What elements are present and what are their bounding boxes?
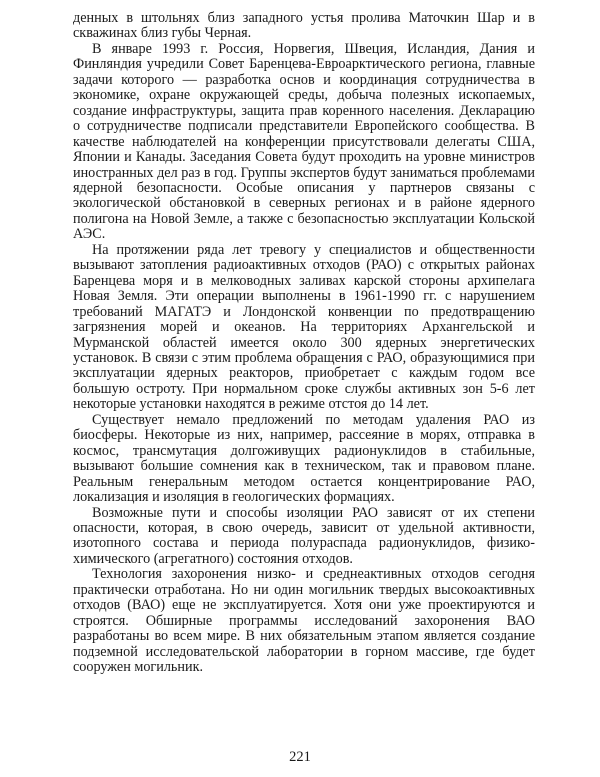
paragraph-burial-technology: Технология захоронения низко- и среднеактивных отходов сегодня практически отработана. Но ни один могильник твердых высокоактивных отходов (ВАО) еще не эксплуатируется. Хотя они уже проектируются и строятся. Обширные программы исследований захоронения ВАО разработаны во всем мире. В них обязательным этапом является создание подземной исследовательской лаборатории в горном массиве, где будет сооружен могильник.: [73, 566, 535, 676]
paragraph-barents-council: В январе 1993 г. Россия, Норвегия, Швеция, Исландия, Дания и Финляндия учредили Совет Баренцева-Евроарктического региона, главные задачи которого — разработка основ и координация сотрудничества в экономике, охране окружающей среды, добыча полезных ископаемых, создание инфраструктуры, защита прав коренного населения. Декларацию о сотрудничестве подписали представители Европейского сообщества. В качестве наблюдателей на конференции присутствовали делегаты США, Японии и Канады. Заседания Совета будут проходить на уровне министров иностранных дел раз в год. Группы экспертов будут заниматься проблемами ядерной безопасности. Особые описания у партнеров связаны с экологической обстановкой в северных регионах и в районе ядерного полигона на Новой Земле, а также с безопасностью эксплуатации Кольской АЭС.: [73, 40, 535, 243]
page-number: 221: [289, 749, 311, 765]
paragraph-removal-methods: Существует немало предложений по методам удаления РАО из биосферы. Некоторые из них, например, рассеяние в морях, отправка в космос, трансмутация долгоживущих радионуклидов в стабильные, вызывают большие сомнения как в техническом, так и правовом плане. Реальным генеральным методом остается концентрирование РАО, локализация и изоляция в геологических формациях.: [73, 411, 535, 506]
paragraph-isolation-ways: Возможные пути и способы изоляции РАО зависят от их степени опасности, которая, в свою очередь, зависит от удельной активности, изотопного состава и периода полураспада радионуклидов, физико-химического (агрегатного) состояния отходов.: [73, 504, 535, 567]
paragraph-continuation: денных в штольнях близ западного устья пролива Маточкин Шар и в скважинах близ губы Черная.: [73, 10, 535, 42]
body-text: [73, 11, 535, 675]
paragraph-radioactive-waste-dumping: На протяжении ряда лет тревогу у специалистов и общественности вызывают затопления радиоактивных отходов (РАО) с открытых районах Баренцева моря и в мелководных заливах карской стороны архипелага Новая Земля. Эти операции выполнены в 1961-1990 гг. с нарушением требований МАГАТЭ и Лондонской конвенции по предотвращению загрязнения морей и океанов. На территориях Архангельской и Мурманской областей имеется около 300 ядерных энергетических установок. В связи с этим проблема обращения с РАО, образующимися при эксплуатации ядерных реакторов, приобретает с каждым годом все большую остроту. При нормальном сроке службы активных зон 5-6 лет некоторые установки находятся в режиме отстоя до 14 лет.: [73, 241, 535, 413]
